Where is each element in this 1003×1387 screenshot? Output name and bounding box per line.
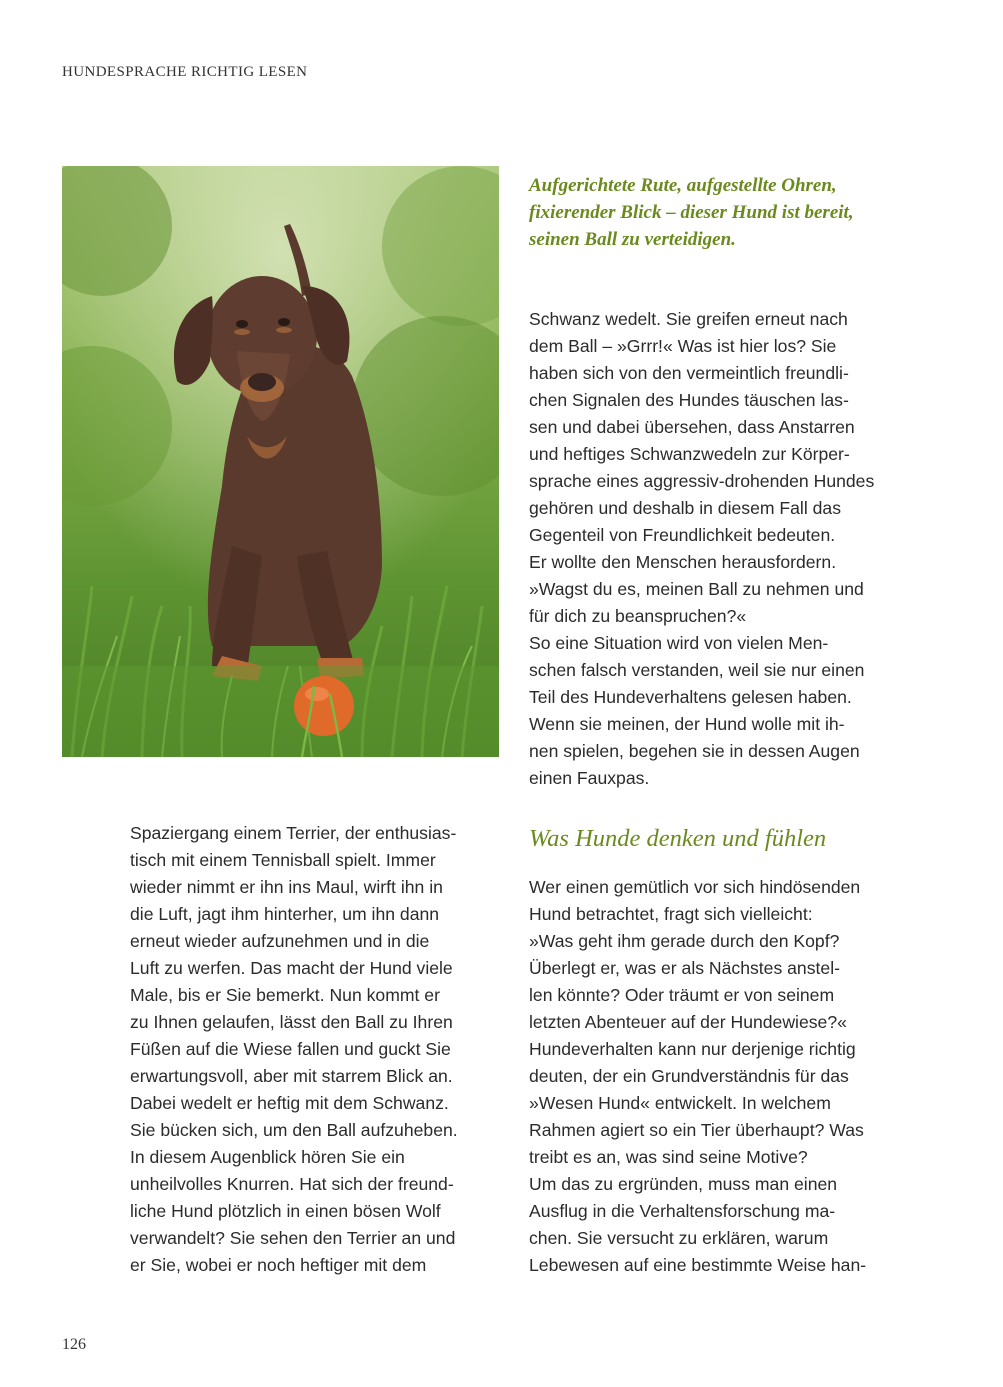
- text-line: zu Ihnen gelaufen, lässt den Ball zu Ihren: [130, 1012, 453, 1032]
- text-line: sprache eines aggressiv-drohenden Hundes: [529, 471, 875, 491]
- text-line: So eine Situation wird von vielen Men-: [529, 633, 829, 653]
- left-column: [130, 820, 458, 1279]
- text-line: dem Ball – »Grrr!« Was ist hier los? Sie: [529, 336, 837, 356]
- text-line: letzten Abenteuer auf der Hundewiese?«: [529, 1012, 847, 1032]
- text-line: und heftiges Schwanzwedeln zur Körper-: [529, 444, 850, 464]
- text-line: erwartungsvoll, aber mit starrem Blick an.: [130, 1066, 453, 1086]
- text-line: unheilvolles Knurren. Hat sich der freund-: [130, 1174, 454, 1194]
- text-line: Hund betrachtet, fragt sich vielleicht:: [529, 904, 813, 924]
- text-line: Hundeverhalten kann nur derjenige richtig: [529, 1039, 856, 1059]
- right-column-bottom: [529, 874, 866, 1279]
- text-line: »Was geht ihm gerade durch den Kopf?: [529, 931, 840, 951]
- text-line: Er wollte den Menschen herausfordern.: [529, 552, 837, 572]
- text-line: len könnte? Oder träumt er von seinem: [529, 985, 835, 1005]
- dog-photo: [62, 166, 499, 757]
- text-line: nen spielen, begehen sie in dessen Augen: [529, 741, 860, 761]
- text-line: deuten, der ein Grundverständnis für das: [529, 1066, 849, 1086]
- text-line: er Sie, wobei er noch heftiger mit dem: [130, 1255, 427, 1275]
- text-line: Luft zu werfen. Das macht der Hund viele: [130, 958, 453, 978]
- text-line: Wenn sie meinen, der Hund wolle mit ih-: [529, 714, 845, 734]
- caption-line: Aufgerichtete Rute, aufgestellte Ohren,: [529, 175, 837, 196]
- text-line: »Wesen Hund« entwickelt. In welchem: [529, 1093, 831, 1113]
- text-line: erneut wieder aufzunehmen und in die: [130, 931, 430, 951]
- text-line: chen. Sie versucht zu erklären, warum: [529, 1228, 829, 1248]
- text-line: Lebewesen auf eine bestimmte Weise han-: [529, 1255, 867, 1275]
- text-line: Spaziergang einem Terrier, der enthusias-: [130, 823, 457, 843]
- text-line: Um das zu ergründen, muss man einen: [529, 1174, 838, 1194]
- text-line: Ausflug in die Verhaltensforschung ma-: [529, 1201, 836, 1221]
- right-column-top: [529, 306, 874, 792]
- text-line: treibt es an, was sind seine Motive?: [529, 1147, 808, 1167]
- text-line: für dich zu beanspruchen?«: [529, 606, 747, 626]
- text-line: Rahmen agiert so ein Tier überhaupt? Was: [529, 1120, 864, 1140]
- text-line: Male, bis er Sie bemerkt. Nun kommt er: [130, 985, 440, 1005]
- photo-caption: [529, 172, 919, 253]
- text-line: tisch mit einem Tennisball spielt. Immer: [130, 850, 436, 870]
- text-line: einen Fauxpas.: [529, 768, 650, 788]
- text-line: liche Hund plötzlich in einen bösen Wolf: [130, 1201, 441, 1221]
- text-line: sen und dabei übersehen, dass Anstarren: [529, 417, 855, 437]
- text-line: »Wagst du es, meinen Ball zu nehmen und: [529, 579, 864, 599]
- text-line: wieder nimmt er ihn ins Maul, wirft ihn in: [130, 877, 443, 897]
- caption-line: fixierender Blick – dieser Hund ist bereit,: [529, 202, 854, 223]
- text-line: Füßen auf die Wiese fallen und guckt Sie: [130, 1039, 451, 1059]
- text-line: Teil des Hundeverhaltens gelesen haben.: [529, 687, 852, 707]
- text-line: verwandelt? Sie sehen den Terrier an und: [130, 1228, 456, 1248]
- text-line: Dabei wedelt er heftig mit dem Schwanz.: [130, 1093, 449, 1113]
- text-line: Überlegt er, was er als Nächstes anstel-: [529, 958, 840, 978]
- text-line: die Luft, jagt ihm hinterher, um ihn dann: [130, 904, 440, 924]
- running-head: HUNDESPRACHE RICHTIG LESEN: [62, 64, 308, 80]
- text-line: Schwanz wedelt. Sie greifen erneut nach: [529, 309, 848, 329]
- section-heading: Was Hunde denken und fühlen: [529, 825, 827, 852]
- text-line: Sie bücken sich, um den Ball aufzuheben.: [130, 1120, 458, 1140]
- text-line: haben sich von den vermeintlich freundli-: [529, 363, 849, 383]
- page-number: 126: [62, 1336, 86, 1353]
- text-line: gehören und deshalb in diesem Fall das: [529, 498, 842, 518]
- text-line: In diesem Augenblick hören Sie ein: [130, 1147, 405, 1167]
- caption-line: seinen Ball zu verteidigen.: [529, 229, 736, 250]
- text-line: Wer einen gemütlich vor sich hindösenden: [529, 877, 861, 897]
- text-line: Gegenteil von Freundlichkeit bedeuten.: [529, 525, 836, 545]
- text-line: chen Signalen des Hundes täuschen las-: [529, 390, 849, 410]
- text-line: schen falsch verstanden, weil sie nur einen: [529, 660, 865, 680]
